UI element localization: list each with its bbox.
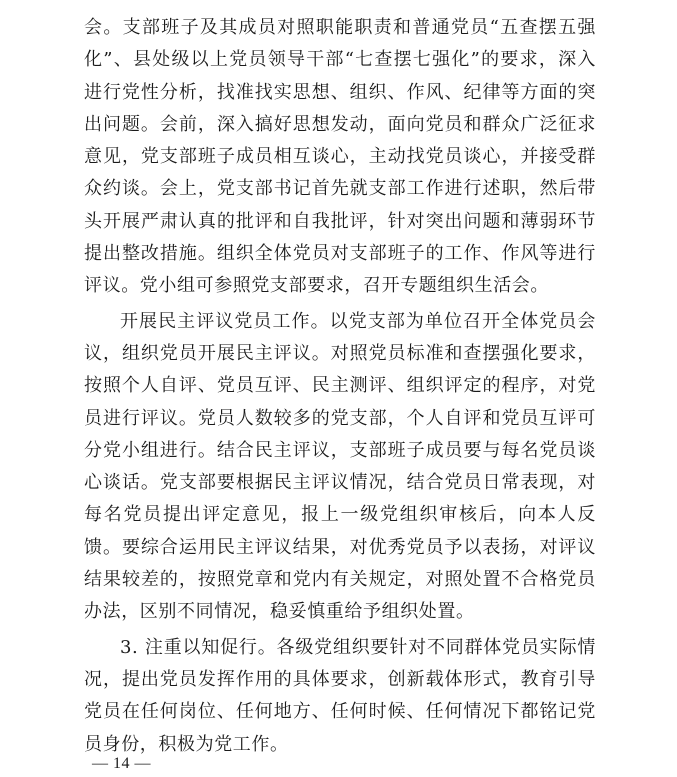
paragraph-2: 开展民主评议党员工作。以党支部为单位召开全体党员会议，组织党员开展民主评议。对照党员标准和查摆强化要求，按照个人自评、党员互评、民主测评、组织评定的程序，对党员进行评议。党员人数较多的党支部，个人自评和党员互评可分党小组进行。结合民主评议，支部班子成员要与每名党员谈心谈话。党支部要根据民主评议情况，结合党员日常表现，对每名党员提出评定意见，报上一级党组织审核后，向本人反馈。要综合运用民主评议结果，对优秀党员予以表扬，对评议结果较差的，按照党章和党内有关规定，对照处置不合格党员办法，区别不同情况，稳妥慎重给予组织处置。 (84, 310, 596, 623)
page-number: — 14 — (92, 755, 151, 772)
paragraph-1: 会。支部班子及其成员对照职能职责和普通党员“五查摆五强化”、县处级以上党员领导干部“七查摆七强化”的要求，深入进行党性分析，找准找实思想、组织、作风、纪律等方面的突出问题。会前，深入搞好思想发动，面向党员和群众广泛征求意见，党支部班子成员相互谈心，主动找党员谈心，并接受群众约谈。会上，党支部书记首先就支部工作进行述职，然后带头开展严肃认真的批评和自我批评，针对突出问题和薄弱环节提出整改措施。组织全体党员对支部班子的工作、作风等进行评议。党小组可参照党支部要求，召开专题组织生活会。 (84, 17, 596, 297)
paragraph-3: 3. 注重以知促行。各级党组织要针对不同群体党员实际情况，提出党员发挥作用的具体要求，创新载体形式，教育引导党员在任何岗位、任何地方、任何时候、任何情况下都铭记党员身份，积极为党工作。 (84, 636, 596, 755)
body-text (84, 12, 596, 761)
